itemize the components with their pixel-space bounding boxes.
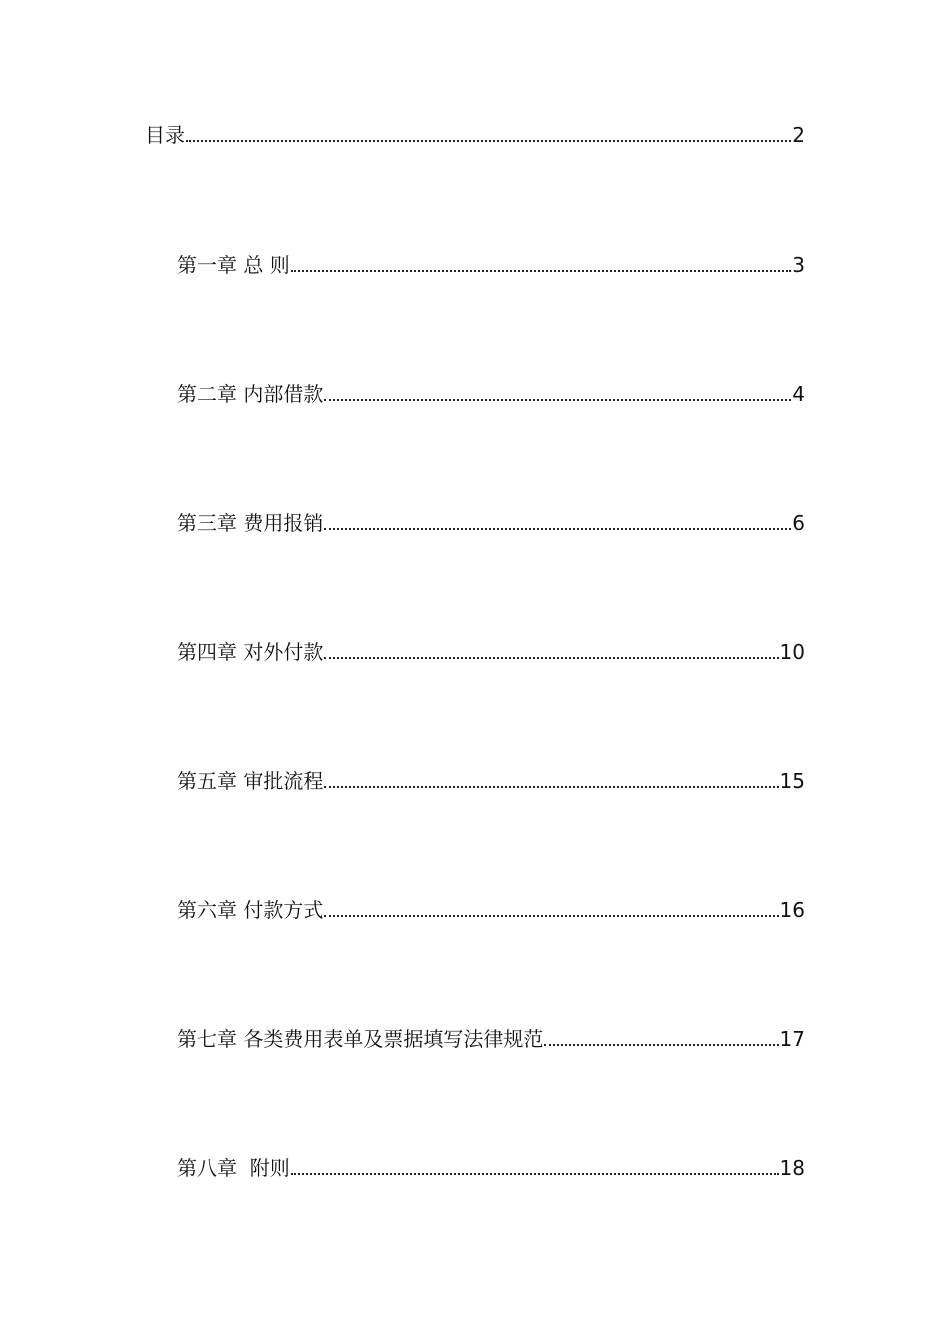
toc-entry-page: 15	[779, 769, 805, 793]
toc-entry-page: 10	[779, 640, 805, 664]
toc-entry-title: 第六章 付款方式	[177, 898, 324, 922]
dot-leader	[324, 915, 778, 917]
dot-leader	[544, 1044, 778, 1046]
toc-entry-title: 第一章 总 则	[177, 253, 290, 277]
toc-entry-page: 3	[792, 253, 805, 277]
toc-entry-page: 16	[779, 898, 805, 922]
toc-entry-title: 目录	[145, 123, 185, 147]
dot-leader	[291, 1173, 779, 1175]
toc-entry-title: 第二章 内部借款	[177, 382, 324, 406]
toc-entry-title: 第三章 费用报销	[177, 511, 324, 535]
dot-leader	[186, 140, 791, 142]
dot-leader	[324, 786, 778, 788]
toc-entry-title: 第四章 对外付款	[177, 640, 324, 664]
toc-entry-title: 第七章 各类费用表单及票据填写法律规范	[177, 1027, 544, 1051]
toc-entry-chapter-3[interactable]	[177, 505, 805, 535]
toc-entry-chapter-2[interactable]	[177, 376, 805, 406]
dot-leader	[324, 528, 791, 530]
toc-entry-chapter-5[interactable]	[177, 763, 805, 793]
toc-entry-chapter-4[interactable]	[177, 634, 805, 664]
toc-entry-chapter-7[interactable]	[177, 1021, 805, 1051]
toc-entry-title: 第五章 审批流程	[177, 769, 324, 793]
toc-entry-chapter-6[interactable]	[177, 892, 805, 922]
toc-entry-page: 6	[792, 511, 805, 535]
toc-entry-page: 2	[792, 123, 805, 147]
dot-leader	[291, 270, 792, 272]
dot-leader	[324, 657, 778, 659]
toc-entry-page: 4	[792, 382, 805, 406]
toc-entry-page: 17	[779, 1027, 805, 1051]
toc-entry-contents[interactable]	[145, 117, 805, 147]
toc-entry-chapter-1[interactable]	[177, 247, 805, 277]
dot-leader	[324, 399, 791, 401]
toc-entry-chapter-8[interactable]	[177, 1150, 805, 1180]
toc-entry-page: 18	[779, 1156, 805, 1180]
toc-entry-title: 第八章 附则	[177, 1156, 290, 1180]
